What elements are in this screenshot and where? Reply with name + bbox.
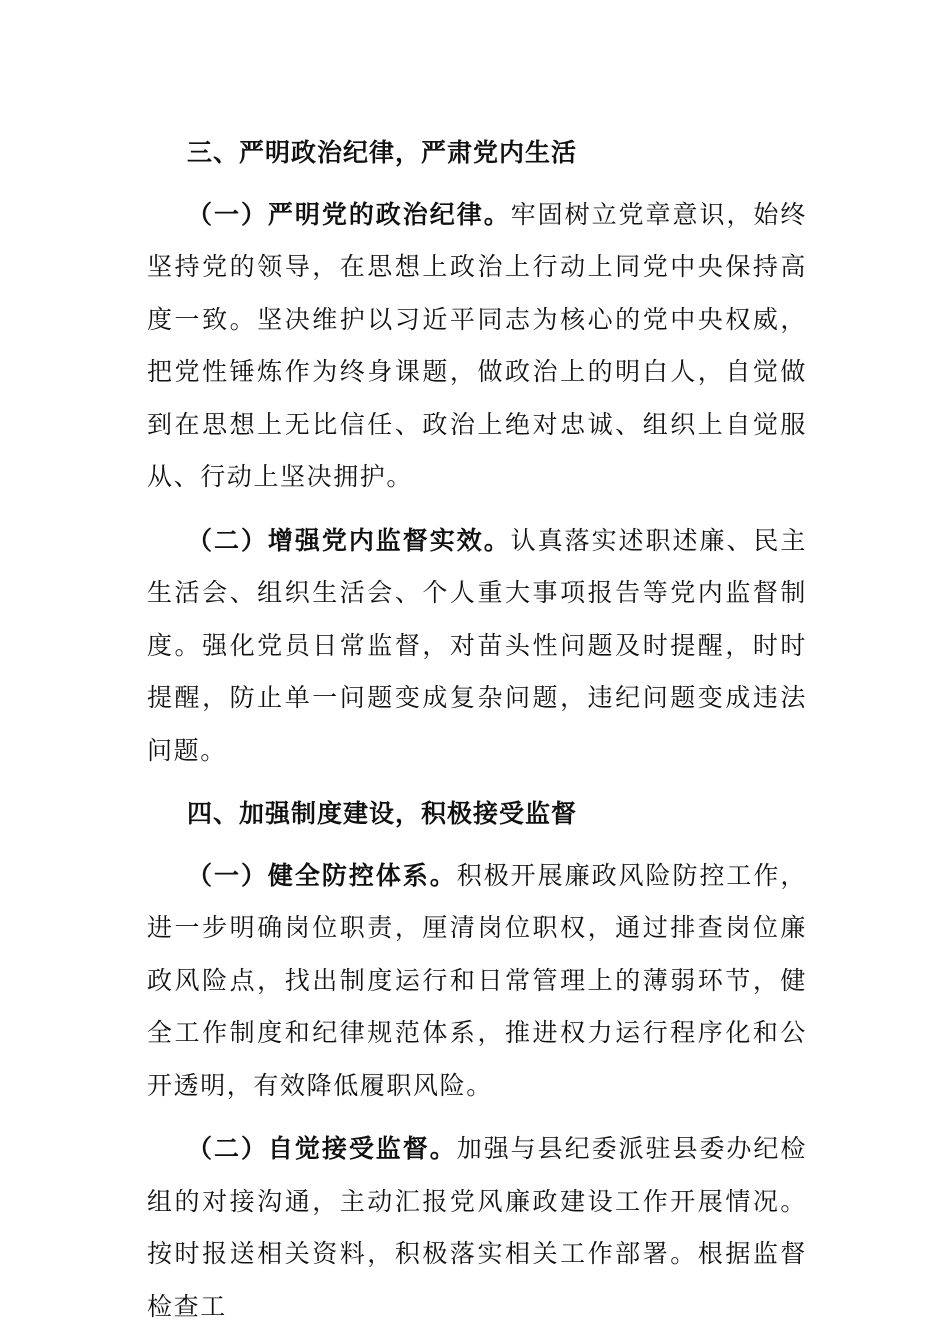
paragraph-4-1	[147, 850, 807, 1113]
paragraph-lead: （一）严明党的政治纪律。	[187, 199, 511, 229]
section-heading-4: 四、加强制度建设，积极接受监督	[187, 799, 578, 828]
paragraph-3-2	[147, 515, 807, 778]
document-body	[147, 127, 807, 1333]
section-heading-3: 三、严明政治纪律，严肃党内生活	[187, 138, 578, 167]
paragraph-body: 认真落实述职述廉、民主生活会、组织生活会、个人重大事项报告等党内监督制度。强化党员日常监督，对苗头性问题及时提醒，时时提醒，防止单一问题变成复杂问题，违纪问题变成违法问题。	[147, 525, 807, 765]
paragraph-body: 牢固树立党章意识，始终坚持党的领导，在思想上政治上行动上同党中央保持高度一致。坚决维护以习近平同志为核心的党中央权威，把党性锤炼作为终身课题，做政治上的明白人，自觉做到在思想上无比信任、政治上绝对忠诚、组织上自觉服从、行动上坚决拥护。	[147, 199, 807, 491]
paragraph-body: 积极开展廉政风险防控工作，进一步明确岗位职责，厘清岗位职权，通过排查岗位廉政风险点，找出制度运行和日常管理上的薄弱环节，健全工作制度和纪律规范体系，推进权力运行程序化和公开透明，有效降低履职风险。	[147, 860, 807, 1100]
paragraph-3-1	[147, 189, 807, 504]
paragraph-4-2	[147, 1123, 807, 1333]
paragraph-body: 加强与县纪委派驻县委办纪检组的对接沟通，主动汇报党风廉政建设工作开展情况。按时报送相关资料，积极落实相关工作部署。根据监督检查工	[147, 1134, 807, 1321]
paragraph-lead: （二）增强党内监督实效。	[187, 525, 511, 555]
paragraph-lead: （一）健全防控体系。	[187, 860, 457, 890]
paragraph-lead: （二）自觉接受监督。	[187, 1134, 457, 1163]
